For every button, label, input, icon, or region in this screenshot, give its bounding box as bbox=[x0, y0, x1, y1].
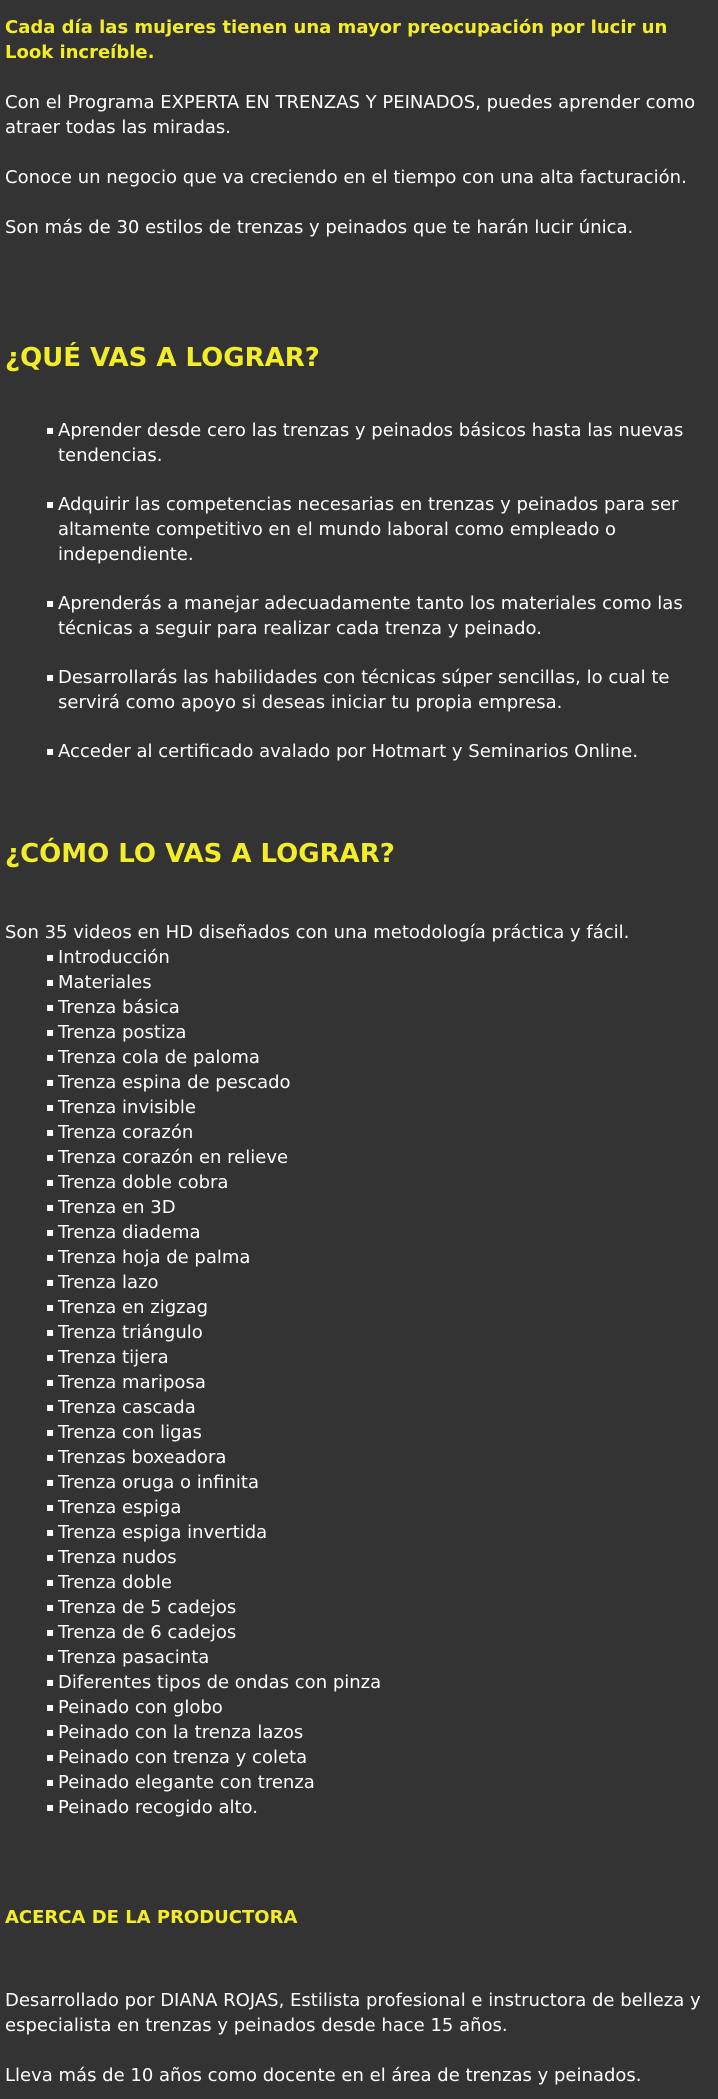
producer-paragraph-author: Desarrollado por DIANA ROJAS, Estilista profesional e instructora de belleza y especialista en trenzas y peinados desde hace 15 años. bbox=[5, 1990, 701, 2036]
bullet-icon: ▪ bbox=[46, 1650, 55, 1664]
bullet-icon: ▪ bbox=[46, 497, 55, 511]
goal-text: Desarrollarás las habilidades con técnicas súper sencillas, lo cual te servirá como apoyo si deseas iniciar tu propia empresa. bbox=[58, 667, 670, 713]
topic-text: Trenza espina de pescado bbox=[58, 1072, 291, 1093]
topic-text: Peinado con trenza y coleta bbox=[58, 1747, 308, 1768]
bullet-icon: ▪ bbox=[46, 1575, 55, 1589]
topic-text: Trenza invisible bbox=[58, 1097, 196, 1118]
bullet-icon: ▪ bbox=[46, 596, 55, 610]
topic-item bbox=[46, 1620, 713, 1645]
bullet-icon: ▪ bbox=[46, 1350, 55, 1364]
goals-list-item bbox=[46, 665, 713, 715]
method-intro: Son 35 videos en HD diseñados con una metodología práctica y fácil. bbox=[5, 922, 630, 943]
topic-text: Trenza triángulo bbox=[58, 1322, 203, 1343]
topic-text: Introducción bbox=[58, 947, 170, 968]
topic-item bbox=[46, 1695, 713, 1720]
topic-item bbox=[46, 1145, 713, 1170]
bullet-icon: ▪ bbox=[46, 1225, 55, 1239]
intro-lead: Cada día las mujeres tienen una mayor preocupación por lucir un Look increíble. bbox=[5, 17, 668, 63]
topic-item bbox=[46, 1795, 713, 1820]
bullet-icon: ▪ bbox=[46, 1075, 55, 1089]
goals-heading: ¿QUÉ VAS A LOGRAR? bbox=[5, 343, 320, 373]
bullet-icon: ▪ bbox=[46, 744, 55, 758]
topic-text: Trenza oruga o infinita bbox=[58, 1472, 260, 1493]
topic-text: Trenza cascada bbox=[58, 1397, 196, 1418]
topic-item bbox=[46, 1520, 713, 1545]
bullet-icon: ▪ bbox=[46, 1050, 55, 1064]
topic-text: Trenza corazón bbox=[58, 1122, 194, 1143]
bullet-icon: ▪ bbox=[46, 1800, 55, 1814]
bullet-icon: ▪ bbox=[46, 1450, 55, 1464]
topic-item bbox=[46, 1770, 713, 1795]
bullet-icon: ▪ bbox=[46, 1175, 55, 1189]
bullet-icon: ▪ bbox=[46, 1425, 55, 1439]
method-heading: ¿CÓMO LO VAS A LOGRAR? bbox=[5, 839, 395, 869]
topic-item bbox=[46, 1245, 713, 1270]
topic-text: Trenza pasacinta bbox=[58, 1647, 210, 1668]
topic-item bbox=[46, 945, 713, 970]
topic-item bbox=[46, 1745, 713, 1770]
bullet-icon: ▪ bbox=[46, 670, 55, 684]
topic-item bbox=[46, 1020, 713, 1045]
topic-item bbox=[46, 1670, 713, 1695]
topic-item bbox=[46, 970, 713, 995]
topics-list bbox=[5, 945, 713, 1820]
topic-text: Trenza básica bbox=[58, 997, 180, 1018]
topic-text: Trenza tijera bbox=[58, 1347, 169, 1368]
bullet-icon: ▪ bbox=[46, 1250, 55, 1264]
bullet-icon: ▪ bbox=[46, 1700, 55, 1714]
topic-text: Trenza doble bbox=[58, 1572, 172, 1593]
topic-item bbox=[46, 1445, 713, 1470]
bullet-icon: ▪ bbox=[46, 1625, 55, 1639]
goals-list-item bbox=[46, 591, 713, 641]
bullet-icon: ▪ bbox=[46, 1200, 55, 1214]
topic-item bbox=[46, 1295, 713, 1320]
topic-text: Peinado con la trenza lazos bbox=[58, 1722, 304, 1743]
bullet-icon: ▪ bbox=[46, 1725, 55, 1739]
topic-item bbox=[46, 1320, 713, 1345]
intro-paragraph-program: Con el Programa EXPERTA EN TRENZAS Y PEINADOS, puedes aprender como atraer todas las miradas. bbox=[5, 92, 696, 138]
goal-text: Acceder al certificado avalado por Hotmart y Seminarios Online. bbox=[58, 741, 639, 762]
topic-text: Trenza diadema bbox=[58, 1222, 201, 1243]
topic-text: Trenzas boxeadora bbox=[58, 1447, 227, 1468]
bullet-icon: ▪ bbox=[46, 1000, 55, 1014]
topic-item bbox=[46, 1395, 713, 1420]
topic-text: Trenza en zigzag bbox=[58, 1297, 209, 1318]
bullet-icon: ▪ bbox=[46, 1125, 55, 1139]
bullet-icon: ▪ bbox=[46, 1300, 55, 1314]
bullet-icon: ▪ bbox=[46, 1100, 55, 1114]
bullet-icon: ▪ bbox=[46, 1325, 55, 1339]
bullet-icon: ▪ bbox=[46, 1475, 55, 1489]
producer-paragraph-experience: Lleva más de 10 años como docente en el área de trenzas y peinados. bbox=[5, 2065, 642, 2086]
intro-paragraph-styles: Son más de 30 estilos de trenzas y peinados que te harán lucir única. bbox=[5, 217, 634, 238]
topic-text: Diferentes tipos de ondas con pinza bbox=[58, 1672, 382, 1693]
topic-text: Trenza nudos bbox=[58, 1547, 177, 1568]
topic-item bbox=[46, 1645, 713, 1670]
topic-text: Trenza mariposa bbox=[58, 1372, 206, 1393]
topic-item bbox=[46, 1095, 713, 1120]
topic-text: Trenza con ligas bbox=[58, 1422, 202, 1443]
goal-text: Aprender desde cero las trenzas y peinados básicos hasta las nuevas tendencias. bbox=[58, 420, 684, 466]
topic-item bbox=[46, 1420, 713, 1445]
topic-item bbox=[46, 1220, 713, 1245]
topic-text: Trenza espiga bbox=[58, 1497, 182, 1518]
topic-text: Trenza en 3D bbox=[58, 1197, 176, 1218]
topic-item bbox=[46, 1070, 713, 1095]
topic-item bbox=[46, 1370, 713, 1395]
bullet-icon: ▪ bbox=[46, 1600, 55, 1614]
bullet-icon: ▪ bbox=[46, 1025, 55, 1039]
bullet-icon: ▪ bbox=[46, 1525, 55, 1539]
topic-item bbox=[46, 1345, 713, 1370]
goals-list-item bbox=[46, 739, 713, 764]
topic-item bbox=[46, 1595, 713, 1620]
topic-text: Trenza espiga invertida bbox=[58, 1522, 268, 1543]
topic-item bbox=[46, 1195, 713, 1220]
bullet-icon: ▪ bbox=[46, 950, 55, 964]
topic-item bbox=[46, 1720, 713, 1745]
topic-item bbox=[46, 1120, 713, 1145]
bullet-icon: ▪ bbox=[46, 1375, 55, 1389]
bullet-icon: ▪ bbox=[46, 975, 55, 989]
topic-item bbox=[46, 1270, 713, 1295]
intro-paragraph-business: Conoce un negocio que va creciendo en el tiempo con una alta facturación. bbox=[5, 167, 687, 188]
topic-item bbox=[46, 1545, 713, 1570]
topic-text: Trenza de 5 cadejos bbox=[58, 1597, 237, 1618]
goal-text: Aprenderás a manejar adecuadamente tanto los materiales como las técnicas a seguir para realizar cada trenza y peinado. bbox=[58, 593, 683, 639]
topic-item bbox=[46, 1045, 713, 1070]
topic-item bbox=[46, 1495, 713, 1520]
topic-text: Peinado elegante con trenza bbox=[58, 1772, 315, 1793]
producer-heading: ACERCA DE LA PRODUCTORA bbox=[5, 1907, 298, 1928]
bullet-icon: ▪ bbox=[46, 1775, 55, 1789]
topic-text: Peinado con globo bbox=[58, 1697, 223, 1718]
bullet-icon: ▪ bbox=[46, 1500, 55, 1514]
goals-list-item bbox=[46, 492, 713, 567]
topic-text: Trenza lazo bbox=[58, 1272, 159, 1293]
topic-item bbox=[46, 1570, 713, 1595]
topic-item bbox=[46, 1170, 713, 1195]
topic-text: Trenza postiza bbox=[58, 1022, 187, 1043]
bullet-icon: ▪ bbox=[46, 423, 55, 437]
bullet-icon: ▪ bbox=[46, 1275, 55, 1289]
goal-text: Adquirir las competencias necesarias en trenzas y peinados para ser altamente competitivo en el mundo laboral como empleado o independiente. bbox=[58, 494, 679, 565]
bullet-icon: ▪ bbox=[46, 1675, 55, 1689]
bullet-icon: ▪ bbox=[46, 1400, 55, 1414]
topic-text: Materiales bbox=[58, 972, 152, 993]
topic-text: Peinado recogido alto. bbox=[58, 1797, 258, 1818]
goals-list-item bbox=[46, 418, 713, 468]
bullet-icon: ▪ bbox=[46, 1550, 55, 1564]
bullet-icon: ▪ bbox=[46, 1750, 55, 1764]
topic-text: Trenza hoja de palma bbox=[58, 1247, 251, 1268]
topic-text: Trenza cola de paloma bbox=[58, 1047, 260, 1068]
topic-item bbox=[46, 995, 713, 1020]
bullet-icon: ▪ bbox=[46, 1150, 55, 1164]
topic-item bbox=[46, 1470, 713, 1495]
topic-text: Trenza corazón en relieve bbox=[58, 1147, 289, 1168]
goals-list bbox=[5, 418, 713, 764]
topic-text: Trenza doble cobra bbox=[58, 1172, 229, 1193]
topic-text: Trenza de 6 cadejos bbox=[58, 1622, 237, 1643]
